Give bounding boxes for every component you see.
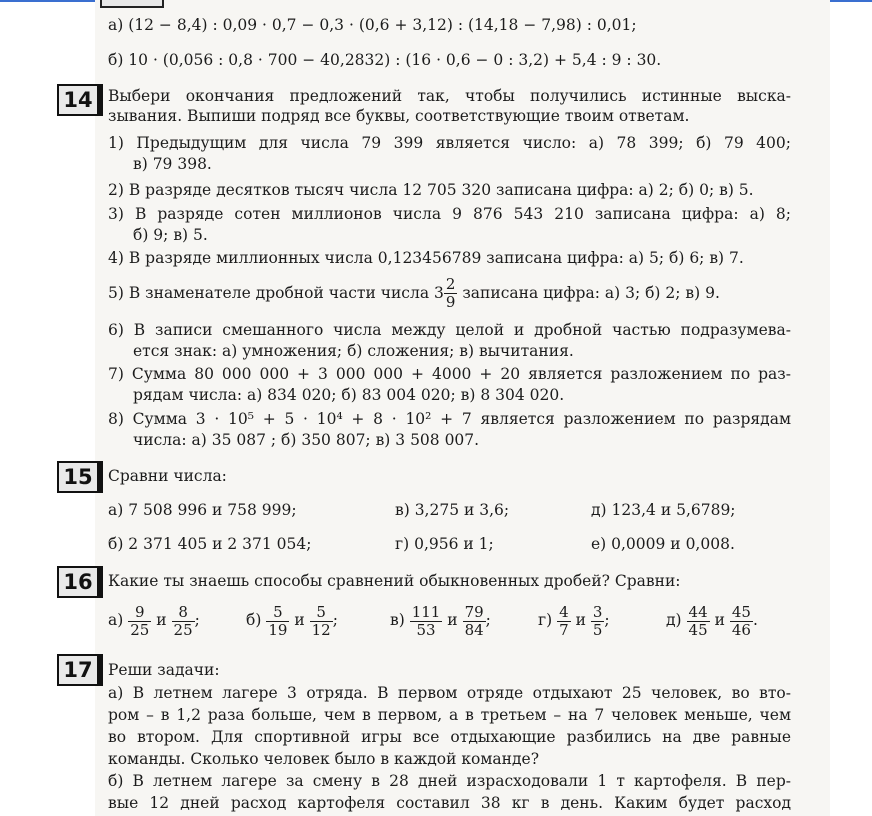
fraction: $\frac{4}{7}$ — [559, 602, 569, 639]
compare-item: е) 0,0009 и 0,008. — [591, 535, 735, 553]
task-number-badge: 14 — [57, 84, 99, 116]
fraction: $\frac{8}{25}$ — [173, 602, 193, 639]
fraction-pair: г) $\frac{4}{7}$ и $\frac{3}{5}$ ; — [538, 602, 610, 639]
task-item: числа: а) 35 087 ; б) 350 807; в) 3 508 007. — [133, 431, 480, 449]
prev-task-line-b: б) 10 · (0,056 : 0,8 · 700 − 40,2832) : (16 · 0,6 − 0 : 3,2) + 5,4 : 9 : 30. — [108, 51, 662, 69]
fraction: $\frac{45}{46}$ — [731, 602, 751, 639]
task-title: Сравни числа: — [108, 467, 227, 485]
problem-text: ром – в 1,2 раза больше, чем в первом, а в третьем – на 7 человек меньше, чем — [108, 706, 791, 724]
compare-item: а) 7 508 996 и 758 999; — [108, 501, 297, 519]
task-title: Реши задачи: — [108, 661, 220, 679]
prev-task-line-a: а) (12 − 8,4) : 0,09 · 0,7 − 0,3 · (0,6 + 3,12) : (14,18 − 7,98) : 0,01; — [108, 16, 637, 34]
problem-text: команды. Сколько человек было в каждой команде? — [108, 750, 540, 768]
problem-text: б) В летнем лагере за смену в 28 дней израсходовали 1 т картофеля. В пер- — [108, 772, 791, 790]
task-item: 7) Сумма 80 000 000 + 3 000 000 + 4000 + 20 является разложением по раз- — [108, 365, 791, 383]
task-item-mixed-number: 5) В знаменателе дробной части числа 3 $\frac{2}{9}$ записана цифра: а) 3; б) 2; в) 9. — [108, 274, 720, 311]
fraction-pair: б) $\frac{5}{19}$ и $\frac{5}{12}$ ; — [246, 602, 338, 639]
fraction: $\frac{2}{9}$ — [445, 274, 456, 311]
fraction: $\frac{5}{19}$ — [268, 602, 288, 639]
task-item: в) 79 398. — [133, 155, 212, 173]
problem-text: во втором. Для спортивной игры все отдыхающие разбились на две равные — [108, 728, 791, 746]
fraction-pair: д) $\frac{44}{45}$ и $\frac{45}{46}$ . — [666, 602, 758, 639]
fraction-pair: а) $\frac{9}{25}$ и $\frac{8}{25}$ ; — [108, 602, 200, 639]
compare-item: б) 2 371 405 и 2 371 054; — [108, 535, 312, 553]
problem-text: а) В летнем лагере 3 отряда. В первом отряде отдыхают 25 человек, во вто- — [108, 684, 791, 702]
task-item: 2) В разряде десятков тысяч числа 12 705 320 записана цифра: а) 2; б) 0; в) 5. — [108, 181, 754, 199]
task-intro: зывания. Выпиши подряд все буквы, соответствующие твоим ответам. — [108, 107, 690, 125]
fraction-compare-row — [108, 602, 788, 642]
fraction: $\frac{9}{25}$ — [130, 602, 150, 639]
task-item: 1) Предыдущим для числа 79 399 является число: а) 78 399; б) 79 400; — [108, 134, 791, 152]
mixed-integer: 3 — [434, 284, 444, 302]
compare-item: в) 3,275 и 3,6; — [395, 501, 510, 519]
problem-text: вые 12 дней расход картофеля составил 38 кг в день. Каким будет расход — [108, 794, 791, 812]
task-item: 3) В разряде сотен миллионов числа 9 876 543 210 записана цифра: а) 8; — [108, 205, 791, 223]
task-number-badge: 15 — [57, 461, 99, 493]
task-item: рядам числа: а) 834 020; б) 83 004 020; в) 8 304 020. — [133, 386, 565, 404]
task-intro: Выбери окончания предложений так, чтобы получились истинные выска- — [108, 87, 791, 105]
compare-item: д) 123,4 и 5,6789; — [591, 501, 736, 519]
fraction: $\frac{5}{12}$ — [311, 602, 331, 639]
compare-item: г) 0,956 и 1; — [395, 535, 494, 553]
task-number-badge: 17 — [57, 654, 99, 686]
fraction: $\frac{111}{53}$ — [411, 602, 441, 639]
fraction: $\frac{79}{84}$ — [464, 602, 484, 639]
task-item: ется знак: а) умножения; б) сложения; в) вычитания. — [133, 342, 574, 360]
task-title: Какие ты знаешь способы сравнений обыкновенных дробей? Сравни: — [108, 572, 681, 590]
fraction: $\frac{44}{45}$ — [688, 602, 708, 639]
task-item: 6) В записи смешанного числа между целой и дробной частью подразумева- — [108, 321, 791, 339]
task-number-badge: 16 — [57, 566, 99, 598]
fraction: $\frac{3}{5}$ — [592, 602, 603, 639]
task-item: б) 9; в) 5. — [133, 226, 208, 244]
task-item: 4) В разряде миллионных числа 0,123456789 записана цифра: а) 5; б) 6; в) 7. — [108, 249, 744, 267]
task-item: 8) Сумма 3 · 10⁵ + 5 · 10⁴ + 8 · 10² + 7 является разложением по разрядам — [108, 410, 791, 428]
previous-task-badge-edge — [100, 0, 164, 8]
fraction-pair: в) $\frac{111}{53}$ и $\frac{79}{84}$ ; — [390, 602, 491, 639]
